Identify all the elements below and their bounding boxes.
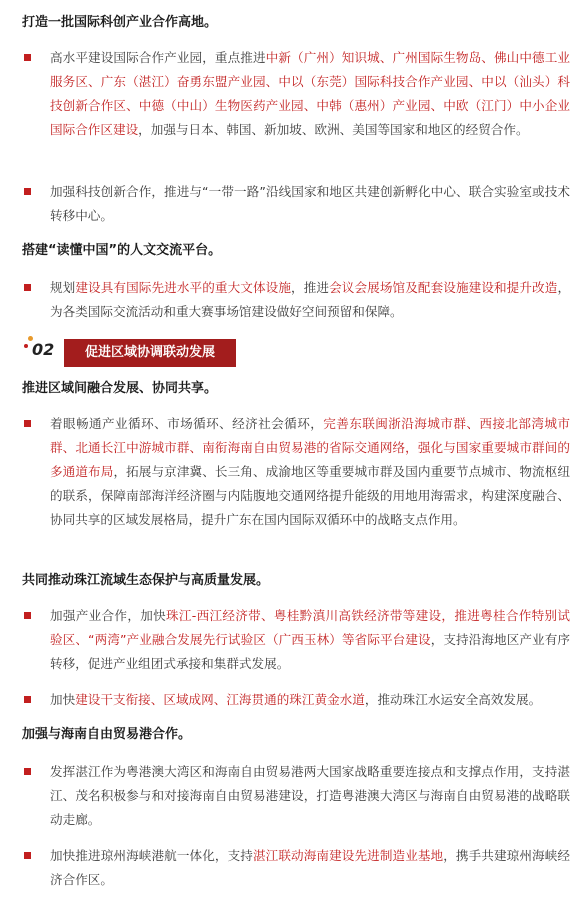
bullet-square-icon: [24, 54, 31, 61]
section-title: 促进区域协调联动发展: [84, 345, 215, 360]
heading-pearl-river-basin: 共同推动珠江流域生态保护与高质量发展。: [22, 573, 270, 588]
bullet-text: [50, 412, 570, 532]
body-text: ，支持沿海地区产业有序转移，促进产业组团式承接和集群式发展。: [50, 632, 570, 671]
bullet-text: [50, 688, 570, 712]
bullet-text: [50, 604, 570, 676]
bullet-square-icon: [24, 768, 31, 775]
body-text: ，推进: [291, 280, 330, 295]
bullet-square-icon: [24, 420, 31, 427]
bullet-square-icon: [24, 188, 31, 195]
body-text: 加快: [50, 692, 76, 707]
highlighted-text: 建设干支衔接、区域成网、江海贯通的珠江黄金水道: [75, 692, 365, 707]
section-banner: [22, 336, 242, 370]
bullet-text: [50, 46, 570, 142]
highlighted-text: 完善东联闽浙沿海城市群、西接北部湾城市群、北通长江中游城市群、南衔海南自由贸易港的省际交通网络，强化与国家重要城市群间的多通道布局: [50, 416, 571, 479]
body-text: 规划: [50, 280, 76, 295]
bullet-square-icon: [24, 696, 31, 703]
body-text: ，加强与日本、韩国、新加坡、欧洲、美国等国家和地区的经贸合作。: [138, 122, 529, 137]
highlighted-text: 中新（广州）知识城、广州国际生物岛、佛山中德工业服务区、广东（湛江）奋勇东盟产业园、中以（东莞）国际科技合作产业园、中以（汕头）科技创新合作区、中德（中山）生物医药产业园、中韩（惠州）产业园、中欧（江门）中小企业国际合作区建设: [50, 50, 571, 137]
body-text: 着眼畅通产业循环、市场循环、经济社会循环，: [50, 416, 324, 431]
heading-hainan-ftp-cooperation: 加强与海南自由贸易港合作。: [22, 727, 192, 742]
bullet-text: [50, 844, 570, 892]
body-text: 发挥湛江作为粤港澳大湾区和海南自由贸易港两大国家战略重要连接点和支撑点作用，支持湛江、茂名积极参与和对接海南自由贸易港建设，打造粤港澳大湾区与海南自由贸易港的战略联动走廊。: [50, 764, 570, 827]
bullet-square-icon: [24, 284, 31, 291]
heading-cultural-exchange-platform: 搭建“读懂中国”的人文交流平台。: [22, 243, 222, 258]
heading-regional-integration: 推进区域间融合发展、协同共享。: [22, 381, 218, 396]
bullet-square-icon: [24, 852, 31, 859]
bullet-text: [50, 180, 570, 228]
body-text: ，推动珠江水运安全高效发展。: [364, 692, 542, 707]
highlighted-text: 湛江联动海南建设先进制造业基地: [252, 848, 444, 863]
section-number: 02: [32, 340, 55, 359]
highlighted-text: 建设具有国际先进水平的重大文体设施: [75, 280, 292, 295]
body-text: 加快推进琼州海峡港航一体化，支持: [50, 848, 253, 863]
section-title-box: [64, 339, 236, 367]
body-text: ，拓展与京津冀、长三角、成渝地区等重要城市群及国内重要节点城市、物流枢纽的联系，保障南部海洋经济圈与内陆腹地交通网络提升能级的用地用海需求，构建深度融合、协同共享的区域发展格局，提升广东在国内国际双循环中的战略支点作用。: [50, 464, 571, 527]
highlighted-text: 会议会展场馆及配套设施建设和提升改造: [329, 280, 558, 295]
highlighted-text: 珠江-西江经济带、粤桂黔滇川高铁经济带等建设，推进粤桂合作特别试验区、“两湾”产业融合发展先行试验区（广西玉林）等省际平台建设: [50, 608, 571, 647]
bullet-text: [50, 760, 570, 832]
body-text: 高水平建设国际合作产业园，重点推进: [50, 50, 266, 65]
bullet-text: [50, 276, 570, 324]
red-dot-icon: [24, 344, 28, 348]
body-text: 加强科技创新合作，推进与“一带一路”沿线国家和地区共建创新孵化中心、联合实验室或技术转移中心。: [50, 184, 570, 223]
bullet-square-icon: [24, 612, 31, 619]
body-text: ，为各类国际交流活动和重大赛事场馆建设做好空间预留和保障。: [50, 280, 571, 319]
body-text: 加强产业合作，加快: [50, 608, 166, 623]
body-text: ，携手共建琼州海峡经济合作区。: [50, 848, 571, 887]
heading-tech-industry-cooperation: 打造一批国际科创产业合作高地。: [22, 15, 218, 30]
